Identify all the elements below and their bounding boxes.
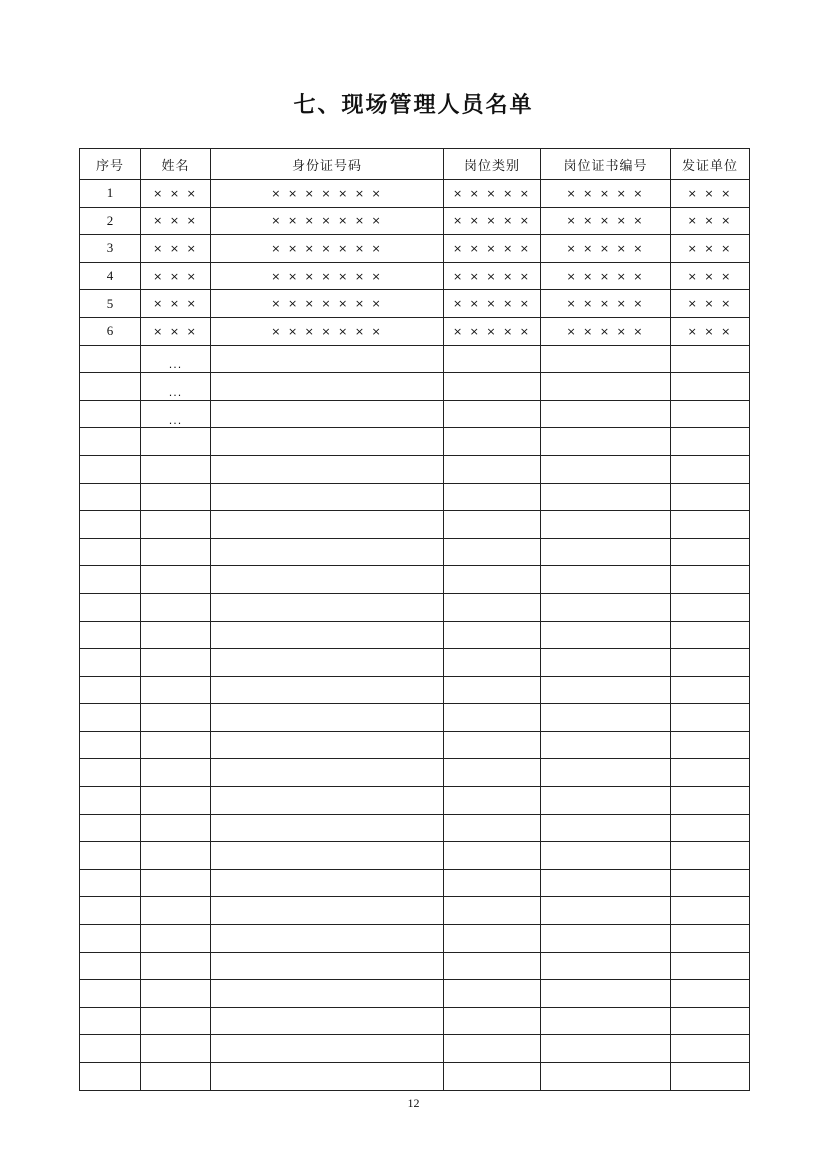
table-cell: [80, 869, 141, 897]
table-row: [80, 345, 750, 373]
table-row: [80, 290, 750, 318]
table-cell: [541, 704, 671, 732]
table-cell: [141, 511, 211, 539]
table-cell: [211, 952, 444, 980]
table-cell: [541, 455, 671, 483]
table-row: [80, 676, 750, 704]
table-cell: [80, 842, 141, 870]
table-cell: [671, 1063, 750, 1091]
table-cell: × × ×: [141, 235, 211, 263]
table-row: [80, 455, 750, 483]
table-cell: [671, 373, 750, 401]
table-cell: × × ×: [141, 262, 211, 290]
table-cell: [80, 925, 141, 953]
table-cell: [671, 455, 750, 483]
table-cell: [211, 759, 444, 787]
table-cell: [444, 925, 541, 953]
table-row: [80, 428, 750, 456]
table-cell: [141, 649, 211, 677]
table-cell: [80, 511, 141, 539]
table-row: [80, 1007, 750, 1035]
table-cell: [211, 483, 444, 511]
table-cell: [80, 704, 141, 732]
table-row: [80, 814, 750, 842]
table-cell: [80, 455, 141, 483]
table-cell: [541, 1035, 671, 1063]
table-cell: [671, 704, 750, 732]
table-cell: [80, 483, 141, 511]
table-row: [80, 759, 750, 787]
table-cell: [80, 759, 141, 787]
table-cell: [80, 731, 141, 759]
table-cell: [141, 538, 211, 566]
table-cell: [211, 980, 444, 1008]
table-cell: [671, 538, 750, 566]
table-cell: [444, 455, 541, 483]
table-cell: [141, 455, 211, 483]
table-cell: [541, 345, 671, 373]
table-cell: × × ×: [141, 207, 211, 235]
table-cell: [141, 400, 211, 428]
table-cell: [211, 814, 444, 842]
table-row: [80, 704, 750, 732]
table-row: [80, 235, 750, 263]
table-cell: [541, 897, 671, 925]
table-cell: [444, 373, 541, 401]
table-cell: [444, 1063, 541, 1091]
table-cell: [211, 704, 444, 732]
table-cell: [541, 676, 671, 704]
table-cell: [671, 400, 750, 428]
table-row: [80, 952, 750, 980]
table-cell: [671, 869, 750, 897]
table-cell: [211, 1063, 444, 1091]
table-cell: [141, 676, 211, 704]
table-cell: [671, 1007, 750, 1035]
table-cell: [541, 1007, 671, 1035]
table-cell: [671, 787, 750, 815]
table-cell: [141, 621, 211, 649]
table-cell: [80, 649, 141, 677]
table-row: [80, 621, 750, 649]
table-cell: [141, 952, 211, 980]
table-cell: [444, 511, 541, 539]
table-row: [80, 511, 750, 539]
table-cell: [444, 428, 541, 456]
table-body: [80, 180, 750, 1091]
table-cell: 1: [80, 180, 141, 208]
table-cell: [211, 925, 444, 953]
table-cell: [80, 373, 141, 401]
table-cell: [141, 1007, 211, 1035]
table-row: [80, 483, 750, 511]
table-cell: [671, 925, 750, 953]
table-cell: [671, 814, 750, 842]
table-cell: [541, 814, 671, 842]
table-cell: [541, 400, 671, 428]
table-cell: [80, 400, 141, 428]
table-row: [80, 1035, 750, 1063]
table-cell: [211, 1007, 444, 1035]
table-row: [80, 538, 750, 566]
table-cell: × × ×: [671, 235, 750, 263]
table-cell: [80, 787, 141, 815]
table-cell: [211, 787, 444, 815]
table-row: [80, 1063, 750, 1091]
table-cell: [141, 428, 211, 456]
table-cell: × × × × ×: [541, 235, 671, 263]
table-cell: [541, 952, 671, 980]
table-cell: [444, 842, 541, 870]
table-cell: [444, 704, 541, 732]
table-cell: [541, 759, 671, 787]
table-cell: × × ×: [671, 290, 750, 318]
table-cell: [541, 1063, 671, 1091]
table-cell: [141, 1035, 211, 1063]
table-cell: × × ×: [671, 317, 750, 345]
table-cell: [444, 869, 541, 897]
table-row: [80, 897, 750, 925]
table-cell: [541, 593, 671, 621]
table-cell: [444, 952, 541, 980]
table-cell: [80, 897, 141, 925]
table-cell: [541, 731, 671, 759]
table-cell: [80, 538, 141, 566]
table-cell: [671, 428, 750, 456]
table-cell: × × × × × × ×: [211, 180, 444, 208]
table-cell: [541, 373, 671, 401]
table-cell: [80, 1007, 141, 1035]
ellipsis-mark: ...: [168, 385, 183, 399]
table-cell: [80, 814, 141, 842]
table-cell: [141, 869, 211, 897]
table-cell: [80, 621, 141, 649]
table-row: [80, 731, 750, 759]
table-cell: [541, 428, 671, 456]
table-cell: [211, 400, 444, 428]
table-cell: [444, 345, 541, 373]
table-cell: [671, 566, 750, 594]
table-cell: × × × × ×: [541, 317, 671, 345]
table-header-row: [80, 149, 750, 180]
table-row: [80, 593, 750, 621]
table-cell: × × × × ×: [444, 262, 541, 290]
table-cell: [141, 373, 211, 401]
header-cell: 序号: [80, 149, 141, 180]
table-cell: [444, 814, 541, 842]
table-cell: [141, 980, 211, 1008]
table-cell: [444, 676, 541, 704]
table-cell: × × × × ×: [444, 317, 541, 345]
table-cell: [211, 455, 444, 483]
ellipsis-mark: ...: [168, 413, 183, 427]
table-cell: [541, 511, 671, 539]
table-cell: × × × × ×: [541, 207, 671, 235]
table-cell: [671, 621, 750, 649]
table-cell: × × × × ×: [444, 235, 541, 263]
table-cell: [541, 649, 671, 677]
table-cell: [541, 566, 671, 594]
table-cell: [541, 842, 671, 870]
table-cell: [671, 842, 750, 870]
table-cell: [444, 1035, 541, 1063]
table-cell: [211, 869, 444, 897]
table-cell: [80, 593, 141, 621]
table-cell: [141, 593, 211, 621]
table-cell: [671, 649, 750, 677]
table-cell: [80, 1035, 141, 1063]
table-row: [80, 649, 750, 677]
table-row: [80, 869, 750, 897]
table-cell: [444, 759, 541, 787]
table-cell: [671, 676, 750, 704]
table-cell: [444, 621, 541, 649]
table-row: [80, 180, 750, 208]
ellipsis-mark: ...: [168, 358, 183, 372]
table-cell: [444, 483, 541, 511]
table-row: [80, 925, 750, 953]
table-cell: × × × × ×: [541, 180, 671, 208]
table-cell: [141, 814, 211, 842]
table-cell: [211, 1035, 444, 1063]
table-cell: [444, 566, 541, 594]
page-title: 七、现场管理人员名单: [293, 93, 534, 118]
table-cell: [211, 345, 444, 373]
table-cell: [541, 621, 671, 649]
table-cell: [80, 980, 141, 1008]
table-cell: × × ×: [671, 262, 750, 290]
table-cell: [671, 345, 750, 373]
table-cell: 3: [80, 235, 141, 263]
table-cell: [211, 842, 444, 870]
table-cell: 2: [80, 207, 141, 235]
header-cell: 发证单位: [671, 149, 750, 180]
table-cell: [141, 345, 211, 373]
table-cell: × × ×: [141, 317, 211, 345]
table-cell: [211, 538, 444, 566]
table-cell: [444, 1007, 541, 1035]
table-cell: × × ×: [671, 207, 750, 235]
table-cell: × × ×: [141, 290, 211, 318]
table-cell: × × × × × × ×: [211, 290, 444, 318]
table-cell: × × ×: [141, 180, 211, 208]
table-cell: × × × × ×: [541, 262, 671, 290]
table-cell: [444, 980, 541, 1008]
table-cell: [541, 787, 671, 815]
table-row: [80, 787, 750, 815]
table-cell: [211, 593, 444, 621]
table-cell: [80, 952, 141, 980]
table-cell: [671, 980, 750, 1008]
table-cell: [211, 649, 444, 677]
table-cell: [141, 925, 211, 953]
table-cell: × × × × ×: [444, 207, 541, 235]
table-cell: [141, 787, 211, 815]
table-row: [80, 566, 750, 594]
table-cell: 6: [80, 317, 141, 345]
header-cell: 姓名: [141, 149, 211, 180]
table-cell: [141, 842, 211, 870]
table-cell: [211, 511, 444, 539]
table-cell: [444, 787, 541, 815]
table-cell: × × ×: [671, 180, 750, 208]
table-cell: [141, 731, 211, 759]
table-cell: [141, 759, 211, 787]
table-cell: [671, 759, 750, 787]
table-row: [80, 317, 750, 345]
table-cell: [141, 1063, 211, 1091]
table-cell: [541, 483, 671, 511]
table-cell: 5: [80, 290, 141, 318]
table-cell: [80, 676, 141, 704]
table-row: [80, 207, 750, 235]
table-cell: [211, 566, 444, 594]
table-cell: × × × × ×: [541, 290, 671, 318]
header-cell: 身份证号码: [211, 149, 444, 180]
table-row: [80, 980, 750, 1008]
header-cell: 岗位类别: [444, 149, 541, 180]
table-row: [80, 373, 750, 401]
table-cell: [541, 925, 671, 953]
table-cell: × × × × × × ×: [211, 235, 444, 263]
table-row: [80, 842, 750, 870]
personnel-table: [79, 148, 750, 1091]
table-cell: [671, 731, 750, 759]
table-cell: [211, 731, 444, 759]
table-cell: [541, 980, 671, 1008]
table-cell: [80, 345, 141, 373]
table-cell: [671, 897, 750, 925]
table-row: [80, 400, 750, 428]
table-cell: [444, 731, 541, 759]
table-cell: [211, 428, 444, 456]
table-cell: [541, 869, 671, 897]
table-cell: [211, 676, 444, 704]
table-cell: [80, 1063, 141, 1091]
table-cell: × × × × × × ×: [211, 207, 444, 235]
table-cell: [541, 538, 671, 566]
table-cell: [211, 897, 444, 925]
table-cell: [444, 538, 541, 566]
table-cell: × × × × × × ×: [211, 317, 444, 345]
table-cell: × × × × ×: [444, 290, 541, 318]
table-cell: [211, 373, 444, 401]
table-cell: [141, 566, 211, 594]
table-cell: [444, 897, 541, 925]
table-cell: [80, 566, 141, 594]
table-cell: [211, 621, 444, 649]
table-row: [80, 262, 750, 290]
table-cell: [141, 483, 211, 511]
table-cell: [671, 483, 750, 511]
table-cell: 4: [80, 262, 141, 290]
header-cell: 岗位证书编号: [541, 149, 671, 180]
table-cell: × × × × × × ×: [211, 262, 444, 290]
table-cell: [671, 511, 750, 539]
table-cell: [141, 704, 211, 732]
table-cell: [444, 400, 541, 428]
page-number: 12: [407, 1096, 420, 1110]
table-cell: × × × × ×: [444, 180, 541, 208]
table-cell: [671, 1035, 750, 1063]
table-cell: [141, 897, 211, 925]
table-cell: [444, 593, 541, 621]
table-cell: [80, 428, 141, 456]
table-cell: [444, 649, 541, 677]
table-cell: [671, 593, 750, 621]
table-cell: [671, 952, 750, 980]
